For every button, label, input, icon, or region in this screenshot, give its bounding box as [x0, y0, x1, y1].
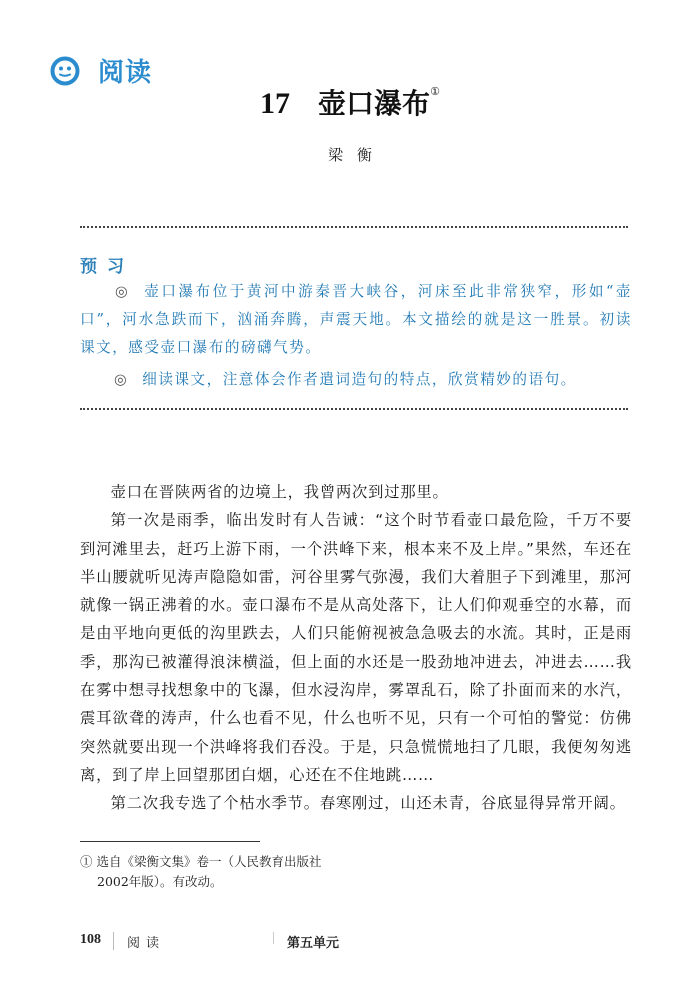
footnote	[80, 852, 380, 892]
footnote-line-2: 2002年版）。有改动。	[97, 874, 223, 889]
preview-item-1	[80, 278, 632, 362]
bullet-icon: ◎	[114, 283, 131, 300]
footnote-divider	[80, 841, 260, 842]
footnote-line-1: 选自《梁衡文集》卷一（人民教育出版社	[96, 854, 322, 869]
lesson-title	[0, 82, 700, 122]
footer-unit: 第五单元	[287, 936, 340, 951]
preview-item-text: 细读课文，注意体会作者遣词造句的特点，欣赏精妙的语句。	[142, 371, 577, 388]
paragraph: 第一次是雨季，临出发时有人告诫：“这个时节看壶口最危险，千万不要到河滩里去，赶巧上游下雨，一个洪峰下来，根本来不及上岸。”果然，车还在半山腰就听见涛声隐隐如雷，河谷里雾气弥漫，我们大着胆子下到滩里，那河就像一锅正沸着的水。壶口瀑布不是从高处落下，让人们仰观垂空的水幕，而是由平地向更低的沟里跌去，人们只能俯视被急急吸去的水流。其时，正是雨季，那沟已被灌得浪沫横溢，但上面的水还是一股劲地冲进去，冲进去……我在雾中想寻找想象中的飞瀑，但水浸沟岸，雾罩乱石，除了扑面而来的水汽，震耳欲聋的涛声，什么也看不见，什么也听不见，只有一个可怕的警觉：仿佛突然就要出现一个洪峰将我们吞没。于是，只急慌慌地扫了几眼，我便匆匆逃离，到了岸上回望那团白烟，心还在不住地跳……	[80, 511, 632, 784]
lesson-title-text: 壶口瀑布	[318, 87, 431, 120]
paragraph: 第二次我专选了个枯水季节。春寒刚过，山还未青，谷底显得异常开阔。	[110, 794, 626, 813]
footnote-number: ①	[80, 854, 93, 869]
section-title: 阅读	[98, 58, 153, 88]
author: 梁衡	[327, 146, 386, 164]
footer-separator	[113, 932, 114, 950]
bullet-icon: ◎	[114, 371, 129, 388]
divider-top	[80, 226, 628, 228]
footer-separator	[273, 932, 274, 944]
article-body	[80, 478, 632, 818]
divider-bottom	[80, 408, 628, 410]
page-footer	[80, 932, 640, 952]
preview-heading: 预习	[80, 257, 134, 277]
preview-item-2	[80, 366, 632, 394]
preview-item-text: 壶口瀑布位于黄河中游秦晋大峡谷，河床至此非常狭窄，形如“壶口”，河水急跌而下，汹涌奔腾，声震天地。本文描绘的就是这一胜景。初读课文，感受壶口瀑布的磅礴气势。	[80, 283, 632, 356]
smiley-face-icon	[50, 56, 80, 86]
footnote-mark[interactable]: ①	[430, 84, 440, 98]
lesson-number: 17	[260, 87, 291, 120]
footer-section-name: 阅读	[127, 936, 166, 951]
paragraph: 壶口在晋陕两省的边境上，我曾两次到过那里。	[110, 483, 449, 501]
page-number: 108	[80, 932, 101, 947]
